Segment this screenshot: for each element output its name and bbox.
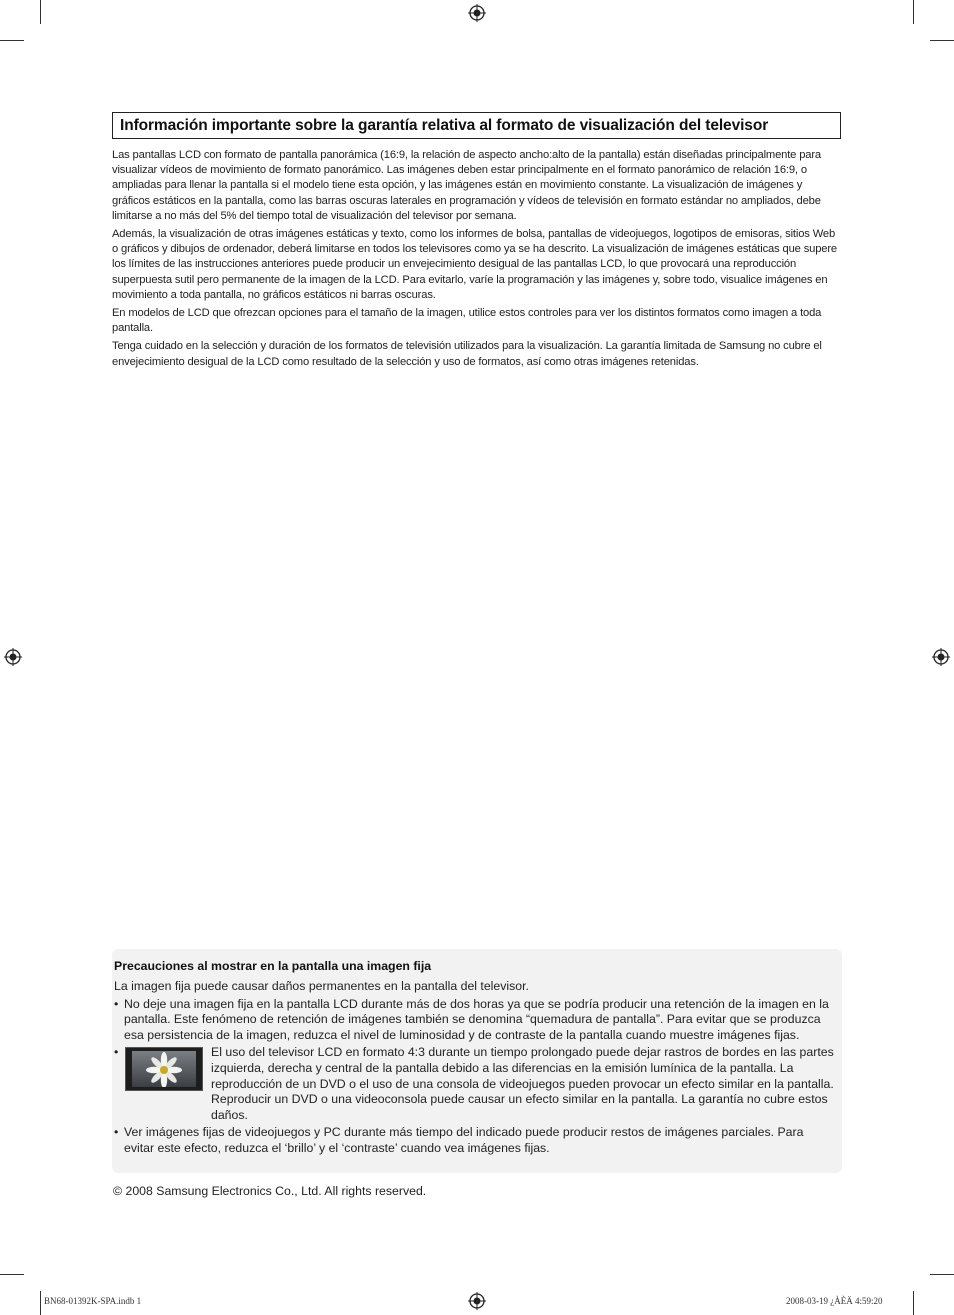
notice-intro: La imagen fija puede causar daños permanentes en la pantalla del televisor. — [114, 979, 529, 993]
crop-mark — [913, 0, 914, 24]
list-item-text: El uso del televisor LCD en formato 4:3 durante un tiempo prolongado puede dejar rastros de bordes en las partes izquierda, derecha y central de la pantalla debido a las diferencias en la emisión lumínica de la pantalla. La reproducción de un DVD o el uso de una consola de videojuegos pueden provocar un efecto similar en la pantalla. Reproducir un DVD o una videoconsola puede causar un efecto similar en la pantalla. La garantía no cubre estos daños. — [211, 1045, 834, 1122]
footer-timestamp: 2008-03-19 ¿ÀÈÄ 4:59:20 — [786, 1296, 883, 1306]
section-title-box — [112, 112, 841, 139]
bullet-icon: • — [114, 1045, 119, 1060]
registration-mark-icon — [932, 648, 950, 666]
paragraph: Tenga cuidado en la selección y duración de los formatos de televisión utilizados para la visualización. La garantía limitada de Samsung no cubre el envejecimiento desigual de la LCD como resultado de la selección y uso de formatos, así como otras imágenes retenidas. — [112, 340, 822, 368]
notice-heading: Precauciones al mostrar en la pantalla una imagen fija — [114, 959, 432, 973]
registration-mark-icon — [468, 1292, 486, 1310]
bullet-icon: • — [114, 996, 119, 1011]
list-item — [114, 1125, 834, 1156]
warranty-text — [112, 148, 842, 373]
registration-mark-icon — [4, 648, 22, 666]
bullet-icon: • — [114, 1125, 119, 1140]
flower-icon — [132, 1051, 196, 1087]
crop-mark — [0, 1274, 24, 1275]
list-item-text: No deje una imagen fija en la pantalla LCD durante más de dos horas ya que se podría producir una retención de la imagen en la pantalla. Este fenómeno de retención de imágenes también se denomina “quemadura de pantalla”. Para evitar que se produzca esa persistencia de la imagen, reduzca el nivel de luminosidad y de contraste de la pantalla cuando muestre imágenes fijas. — [124, 996, 829, 1042]
crop-mark — [40, 1291, 41, 1315]
paragraph: Además, la visualización de otras imágenes estáticas y texto, como los informes de bolsa, pantallas de videojuegos, logotipos de emisoras, sitios Web o gráficos y dibujos de ordenador, deberá limitarse en todos los televisores como ya se ha descrito. La visualización de imágenes estáticas que supere los límites de las instrucciones anteriores puede producir un envejecimiento desigual de las pantallas LCD, lo que provocará una reproducción superpuesta sutil pero permanente de la imagen de la LCD. Para evitarlo, varíe la programación y las imágenes y, sobre todo, visualice imágenes en movimiento a toda pantalla, no gráficos estáticos ni barras oscuras. — [112, 228, 837, 301]
copyright-notice: © 2008 Samsung Electronics Co., Ltd. All rights reserved. — [113, 1184, 427, 1198]
page-title: Información importante sobre la garantía relativa al formato de visualización del televisor — [120, 117, 769, 134]
still-image-notice — [112, 949, 842, 1173]
crop-mark — [913, 1291, 914, 1315]
paragraph: En modelos de LCD que ofrezcan opciones para el tamaño de la imagen, utilice estos controles para ver los distintos formatos como imagen a toda pantalla. — [112, 307, 822, 335]
crop-mark — [40, 0, 41, 24]
crop-mark — [930, 1274, 954, 1275]
list-item-text: Ver imágenes fijas de videojuegos y PC durante más tiempo del indicado puede producir restos de imágenes parciales. Para evitar este efecto, reduzca el ‘brillo’ y el ‘contraste’ cuando vea imágenes fijas. — [124, 1125, 804, 1155]
list-item — [114, 997, 834, 1044]
tv-screen-image — [125, 1047, 203, 1091]
list-item — [114, 1045, 834, 1123]
footer-file-info: BN68-01392K-SPA.indb 1 — [44, 1296, 142, 1306]
registration-mark-icon — [468, 4, 486, 22]
crop-mark — [930, 40, 954, 41]
crop-mark — [0, 40, 24, 41]
paragraph: Las pantallas LCD con formato de pantalla panorámica (16:9, la relación de aspecto ancho:alto de la pantalla) están diseñadas principalmente para visualizar vídeos de movimiento de formato panorámico. Las imágenes deben estar principalmente en el formato panorámico de relación 16:9, o ampliadas para llenar la pantalla si el modelo tiene esta opción, y las imágenes están en movimiento constante. La visualización de imágenes y gráficos estáticos en la pantalla, como las barras oscuras laterales en programación y vídeos de televisión en formato estándar no ampliados, debe limitarse a no más del 5% del tiempo total de visualización del televisor por semana. — [112, 149, 822, 222]
